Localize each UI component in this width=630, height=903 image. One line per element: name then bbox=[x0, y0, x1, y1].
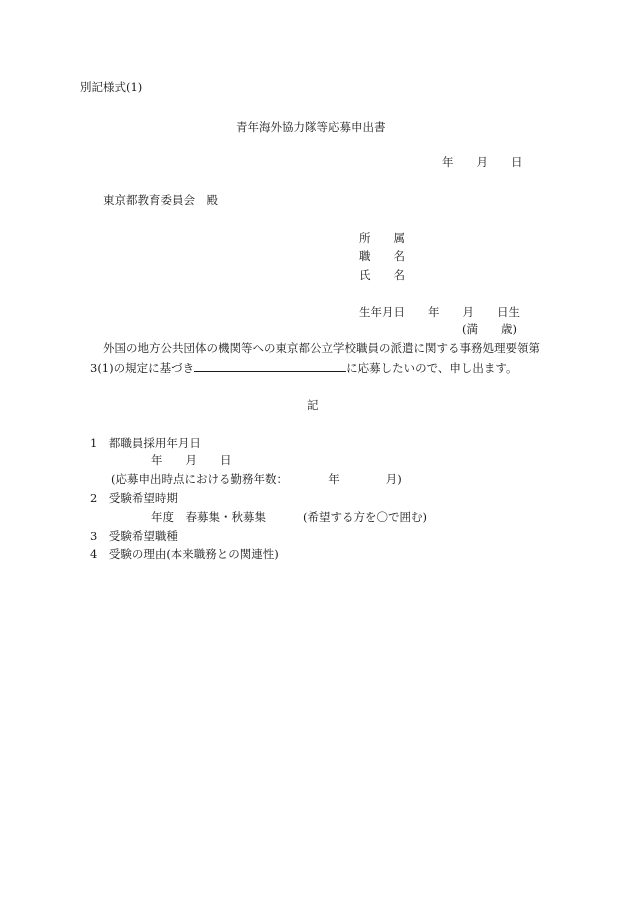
item-4-label: 4 受験の理由(本来職務との関連性) bbox=[90, 547, 279, 561]
body-text-pre: 3(1)の規定に基づき bbox=[90, 361, 195, 375]
program-name-blank[interactable] bbox=[194, 360, 346, 372]
position-label: 職 名 bbox=[359, 249, 405, 263]
affiliation-label: 所 属 bbox=[359, 231, 405, 245]
item-1-date: 年 月 日 bbox=[151, 453, 232, 467]
item-1-label: 1 都職員採用年月日 bbox=[90, 436, 201, 450]
date-line: 年 月 日 bbox=[442, 155, 523, 169]
name-label: 氏 名 bbox=[359, 268, 405, 282]
item-2-value: 年度 春募集・秋募集 bbox=[151, 510, 266, 524]
addressee: 東京都教育委員会 殿 bbox=[103, 193, 218, 207]
item-2-note: (希望する方を〇で囲む) bbox=[303, 510, 427, 524]
body-text-line-2 bbox=[90, 360, 517, 375]
document-title: 青年海外協力隊等応募申出書 bbox=[236, 120, 386, 134]
ki-heading: 記 bbox=[307, 398, 319, 412]
body-text-line-1: 外国の地方公共団体の機関等への東京都公立学校職員の派遣に関する事務処理要領第 bbox=[103, 341, 540, 355]
item-2-label: 2 受験希望時期 bbox=[90, 491, 178, 505]
item-3-label: 3 受験希望職種 bbox=[90, 529, 178, 543]
body-text-post: に応募したいので、申し出ます。 bbox=[346, 361, 518, 375]
age-label: (満 歳) bbox=[462, 322, 517, 336]
birth-date-label: 生年月日 年 月 日生 bbox=[359, 305, 520, 319]
form-id: 別記様式(1) bbox=[80, 80, 143, 94]
item-1-note: (応募申出時点における勤務年数： 年 月) bbox=[111, 472, 402, 486]
